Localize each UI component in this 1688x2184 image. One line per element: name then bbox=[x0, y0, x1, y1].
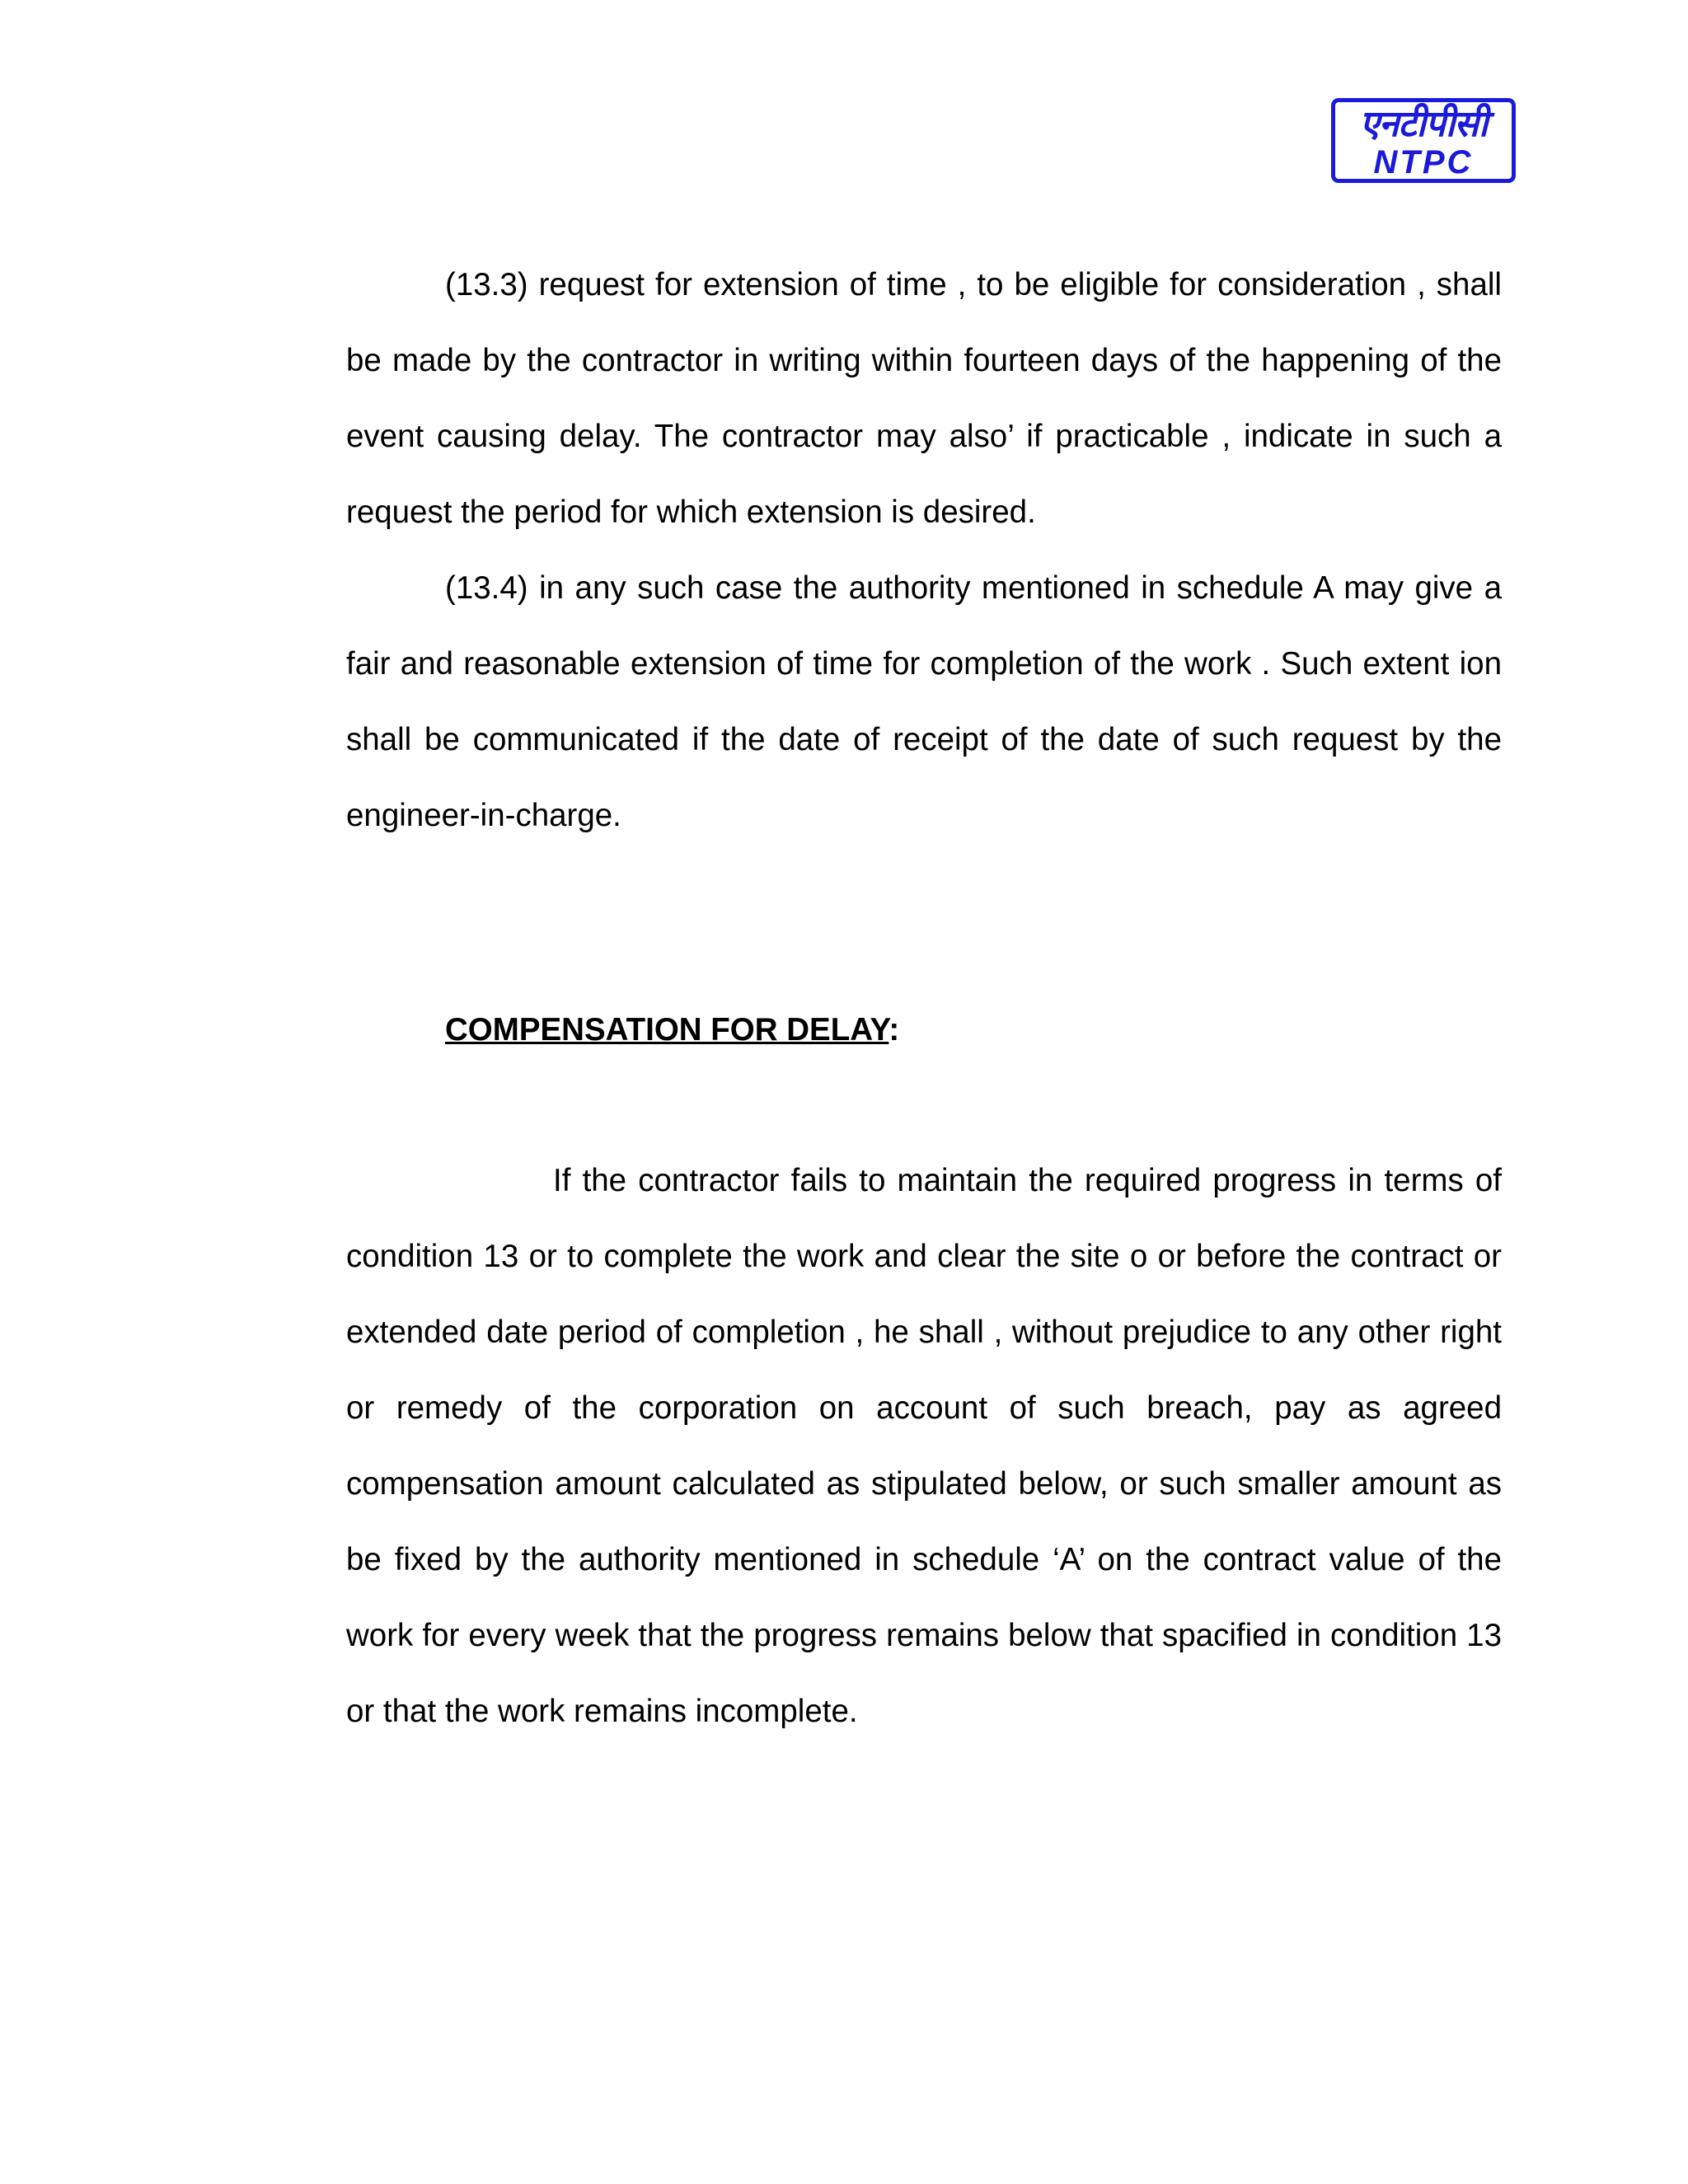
document-body bbox=[346, 247, 1502, 854]
paragraph-13-4: (13.4) in any such case the authority mentioned in schedule A may give a fair and reasonable extension of time for completion of the work . Such extent ion shall be communicated if the date of receipt of the date of such request by the engineer-in-charge. bbox=[346, 570, 1502, 833]
logo-english-text: NTPC bbox=[1373, 144, 1474, 180]
compensation-paragraph: If the contractor fails to maintain the required progress in terms of condition 13 or to complete the work and clear the site o or before the contract or extended date period of completion , he shall , without prejudice to any other right or remedy of the corporation on account of such breach, pay as agreed compensation amount calculated as stipulated below, or such smaller amount as be fixed by the authority mentioned in schedule ‘A’ on the contract value of the work for every week that the progress remains below that spacified in condition 13 or that the work remains incomplete. bbox=[346, 1163, 1502, 1729]
section-heading-colon: : bbox=[889, 1012, 900, 1047]
section-heading-text: COMPENSATION FOR DELAY bbox=[445, 1012, 889, 1047]
section-heading bbox=[445, 1007, 899, 1053]
compensation-section bbox=[346, 1143, 1502, 1750]
paragraph-13-3: (13.3) request for extension of time , to be eligible for consideration , shall be made by the contractor in writing within fourteen days of the happening of the event causing delay. The contractor may also’ if practicable , indicate in such a request the period for which extension is desired. bbox=[346, 267, 1502, 530]
ntpc-logo bbox=[1331, 98, 1516, 183]
logo-hindi-text: एनटीपीसी bbox=[1359, 104, 1488, 144]
